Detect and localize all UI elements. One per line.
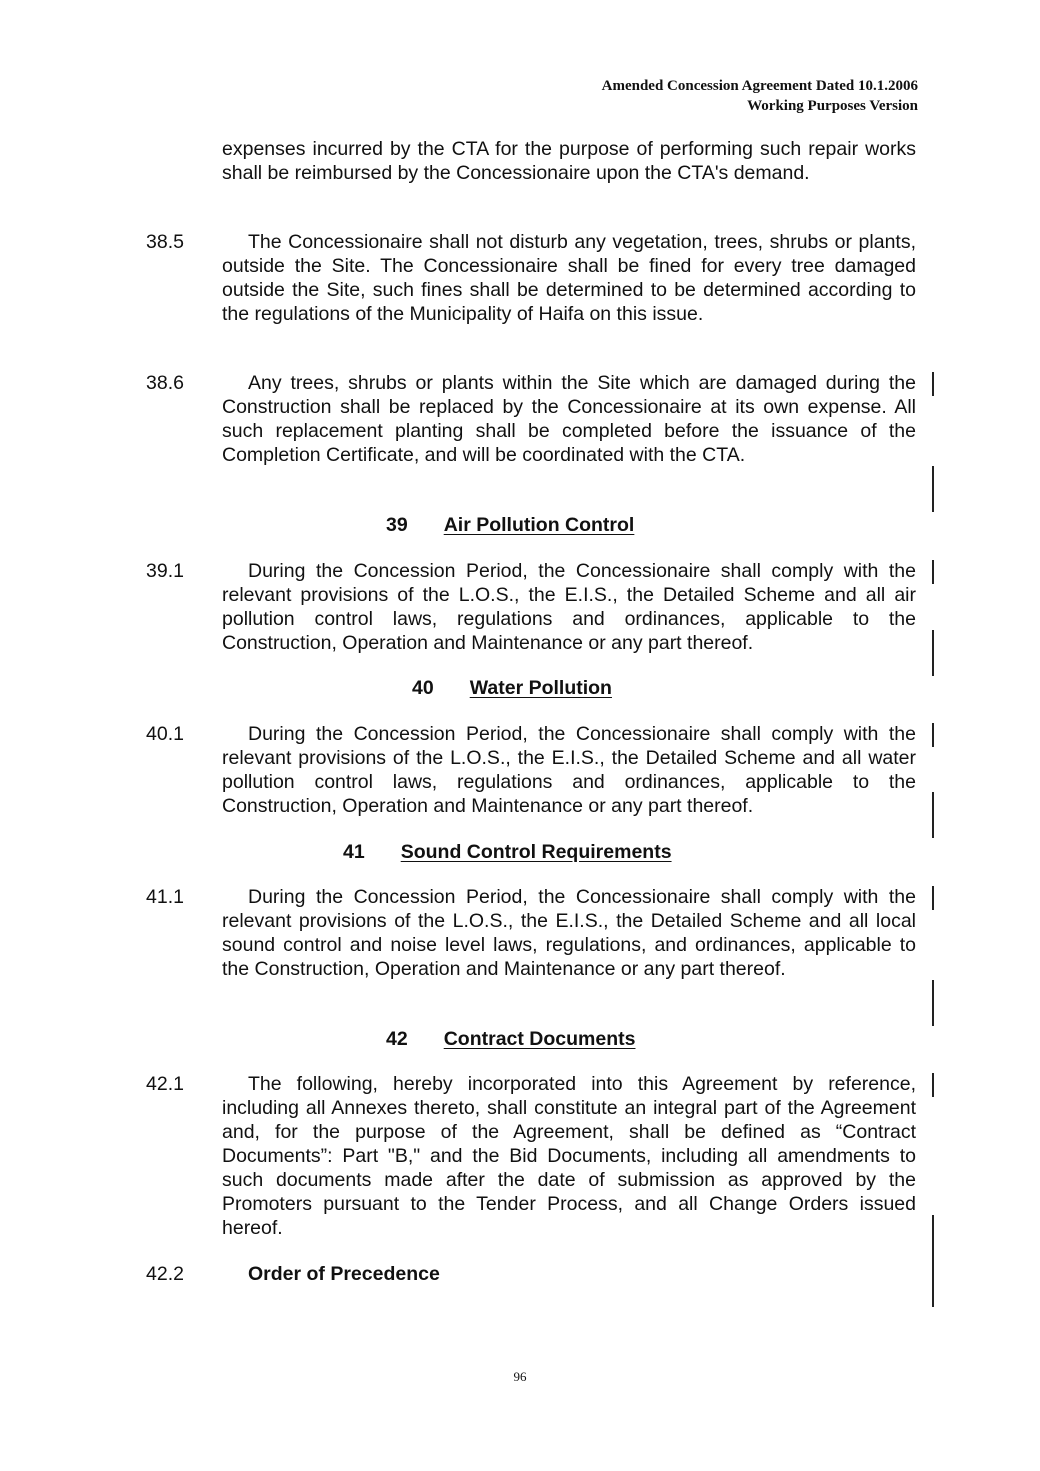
clause-number: 42.2 <box>146 1263 184 1285</box>
section-title: Air Pollution Control <box>443 514 635 536</box>
clause-40-1: During the Concession Period, the Concessionaire shall comply with the relevant provisions of the L.O.S., the E.I.S., the Detailed Scheme and all water pollution control laws, regulations and ordinances, applicable to the Construction, Operation and Maintenance or any part thereof. <box>222 723 916 817</box>
change-bar <box>932 372 934 396</box>
change-bar <box>932 886 934 910</box>
change-bar <box>932 560 934 584</box>
section-number: 42 <box>386 1028 408 1050</box>
header-version: Working Purposes Version <box>747 98 918 114</box>
clause-41-1: During the Concession Period, the Concessionaire shall comply with the relevant provisions of the L.O.S., the E.I.S., the Detailed Scheme and all local sound control and noise level laws, regulations, and ordinances, applicable to the Construction, Operation and Maintenance or any part thereof. <box>222 886 916 980</box>
section-title: Contract Documents <box>443 1028 636 1050</box>
change-bar <box>932 723 934 747</box>
section-title: Sound Control Requirements <box>400 841 672 863</box>
change-bar <box>932 792 934 838</box>
continuation-paragraph: expenses incurred by the CTA for the purpose of performing such repair works shall be reimbursed by the Concessionaire upon the CTA's demand. <box>222 138 916 184</box>
clause-number: 41.1 <box>146 886 184 908</box>
change-bar <box>932 466 934 512</box>
change-bar <box>932 980 934 1026</box>
section-heading-39 <box>386 513 634 537</box>
clause-number: 39.1 <box>146 560 184 582</box>
change-bar <box>932 1215 934 1307</box>
change-bar <box>932 1073 934 1097</box>
running-header <box>602 76 918 116</box>
section-number: 40 <box>412 677 434 699</box>
page-number: 96 <box>513 1369 527 1384</box>
clause-38-6: Any trees, shrubs or plants within the Site which are damaged during the Construction shall be replaced by the Concessionaire at its own expense. All such replacement planting shall be completed before the issuance of the Completion Certificate, and will be coordinated with the CTA. <box>222 372 916 466</box>
clause-42-1: The following, hereby incorporated into this Agreement by reference, including all Annexes thereto, shall constitute an integral part of the Agreement and, for the purpose of the Agreement, shall be defined as “Contract Documents”: Part "B," and the Bid Documents, including all amendments to such documents made after the date of submission as approved by the Promoters pursuant to the Tender Process, and all Change Orders issued hereof. <box>222 1073 916 1239</box>
change-bar <box>932 630 934 676</box>
subheading-order-of-precedence: Order of Precedence <box>248 1263 440 1285</box>
section-heading-42 <box>386 1027 635 1051</box>
clause-39-1: During the Concession Period, the Concessionaire shall comply with the relevant provisions of the L.O.S., the E.I.S., the Detailed Scheme and all air pollution control laws, regulations and ordinances, applicable to the Construction, Operation and Maintenance or any part thereof. <box>222 560 916 654</box>
section-title: Water Pollution <box>469 677 612 699</box>
section-number: 41 <box>343 841 365 863</box>
clause-number: 42.1 <box>146 1073 184 1095</box>
header-title: Amended Concession Agreement Dated 10.1.2006 <box>601 78 918 94</box>
section-heading-41 <box>343 840 672 864</box>
clause-number: 38.6 <box>146 372 184 394</box>
section-number: 39 <box>386 514 408 536</box>
clause-38-5: The Concessionaire shall not disturb any vegetation, trees, shrubs or plants, outside the Site. The Concessionaire shall be fined for every tree damaged outside the Site, such fines shall be determined to be determined according to the regulations of the Municipality of Haifa on this issue. <box>222 231 916 325</box>
section-heading-40 <box>412 676 612 700</box>
clause-number: 40.1 <box>146 723 184 745</box>
clause-number: 38.5 <box>146 231 184 253</box>
